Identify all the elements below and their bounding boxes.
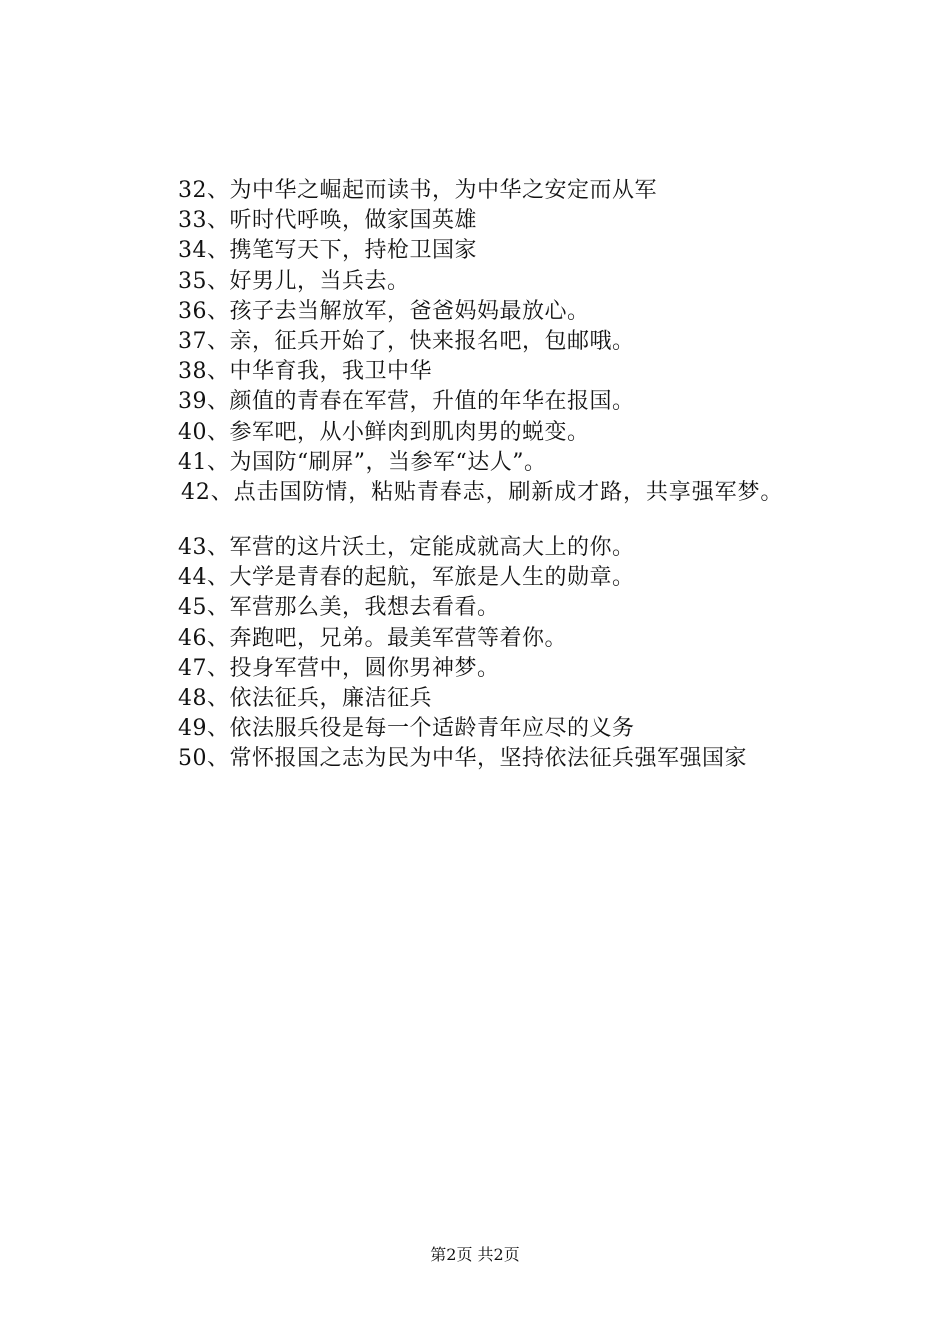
- slogan-line-32: 32、为中华之崛起而读书，为中华之安定而从军: [178, 178, 657, 203]
- slogan-line-47: 47、投身军营中，圆你男神梦。: [178, 655, 500, 681]
- slogan-line-40: 40、参军吧，从小鲜肉到肌肉男的蜕变。: [178, 419, 590, 445]
- slogan-line-38: 38、中华育我，我卫中华: [178, 359, 432, 385]
- slogan-line-42: 42、点击国防情，粘贴青春志，刷新成才路，共享强军梦。: [181, 479, 784, 505]
- slogan-line-49: 49、依法服兵役是每一个适龄青年应尽的义务: [178, 716, 635, 742]
- slogan-line-44: 44、大学是青春的起航，军旅是人生的勋章。: [178, 565, 635, 591]
- slogan-line-35: 35、好男儿，当兵去。: [178, 268, 410, 294]
- paragraph-gap: [178, 508, 918, 533]
- slogan-line-45: 45、军营那么美，我想去看看。: [178, 595, 500, 621]
- page-footer: 第2页 共2页: [430, 1245, 520, 1264]
- slogan-list: [178, 176, 918, 775]
- slogan-line-46: 46、奔跑吧，兄弟。最美军营等着你。: [178, 625, 567, 651]
- slogan-line-50: 50、常怀报国之志为民为中华，坚持依法征兵强军强国家: [178, 746, 747, 772]
- slogan-line-34: 34、携笔写天下，持枪卫国家: [178, 238, 477, 264]
- slogan-line-37: 37、亲，征兵开始了，快来报名吧，包邮哦。: [178, 328, 635, 354]
- slogan-line-36: 36、孩子去当解放军，爸爸妈妈最放心。: [178, 298, 590, 324]
- slogan-line-41: 41、为国防“刷屏”，当参军“达人”。: [178, 449, 547, 475]
- slogan-line-48: 48、依法征兵，廉洁征兵: [178, 686, 432, 711]
- slogan-line-33: 33、听时代呼唤，做家国英雄: [178, 208, 477, 234]
- slogan-line-39: 39、颜值的青春在军营，升值的年华在报国。: [178, 389, 635, 415]
- slogan-line-43: 43、军营的这片沃土，定能成就高大上的你。: [178, 535, 635, 561]
